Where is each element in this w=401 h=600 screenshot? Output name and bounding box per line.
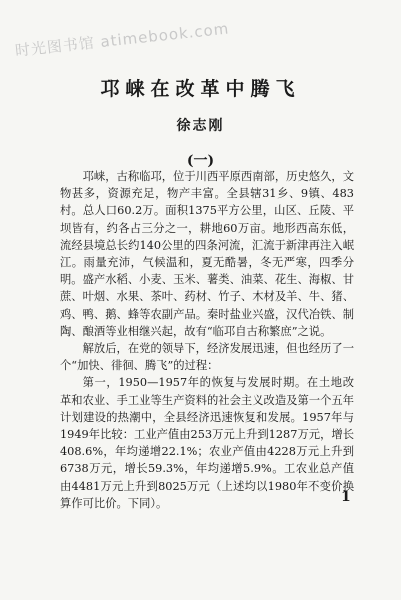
watermark: 时光图书馆 atimebook.com	[14, 19, 231, 60]
paragraph: 解放后，在党的领导下，经济发展迅速，但也经历了一个“加快、徘徊、腾飞”的过程：	[60, 342, 354, 373]
paragraph: 邛崃，古称临邛，位于川西平原西南部，历史悠久，文物甚多，资源充足，物产丰富。全县辖31乡、9镇、483村。总人口60.2万。面积1375平方公里，山区、丘陵、平坝皆有，约各占三分之一，耕地60万亩。地形西高东低，流经县境总长约140公里的四条河流，汇流于新津再注入岷江。雨量充沛，气候温和，夏无酷暑，冬无严寒，四季分明。盛产水稻、小麦、玉米、薯类、油菜、花生、海椒、甘蔗、叶烟、水果、茶叶、药材、竹子、木材及羊、牛、猪、鸡、鸭、鹅、蜂等农副产品。秦时盐业兴盛，汉代冶铁、制陶、酿酒等业相继兴起，故有“临邛自古称繁庶”之说。	[60, 170, 354, 338]
page-title: 邛崃在改革中腾飞	[100, 78, 301, 100]
paragraph: 第一，1950—1957年的恢复与发展时期。在土地改革和农业、手工业等生产资料的社会主义改造及第一个五年计划建设的热潮中，全县经济迅速恢复和发展。1957年与1949年比较：工业产值由253万元上升到1287万元，增长408.6%，年均递增22.1%；农业产值由4228万元上升到6738万元，增长59.3%，年均递增5.9%。工农业总产值由4481万元上升到8025万元（上述均以1980年不变价换算作可比价。下同）。	[60, 376, 354, 510]
body-text	[60, 168, 354, 512]
author-name: 徐志刚	[176, 118, 225, 134]
section-heading: (一)	[186, 153, 215, 169]
page-number: 1	[341, 489, 351, 505]
